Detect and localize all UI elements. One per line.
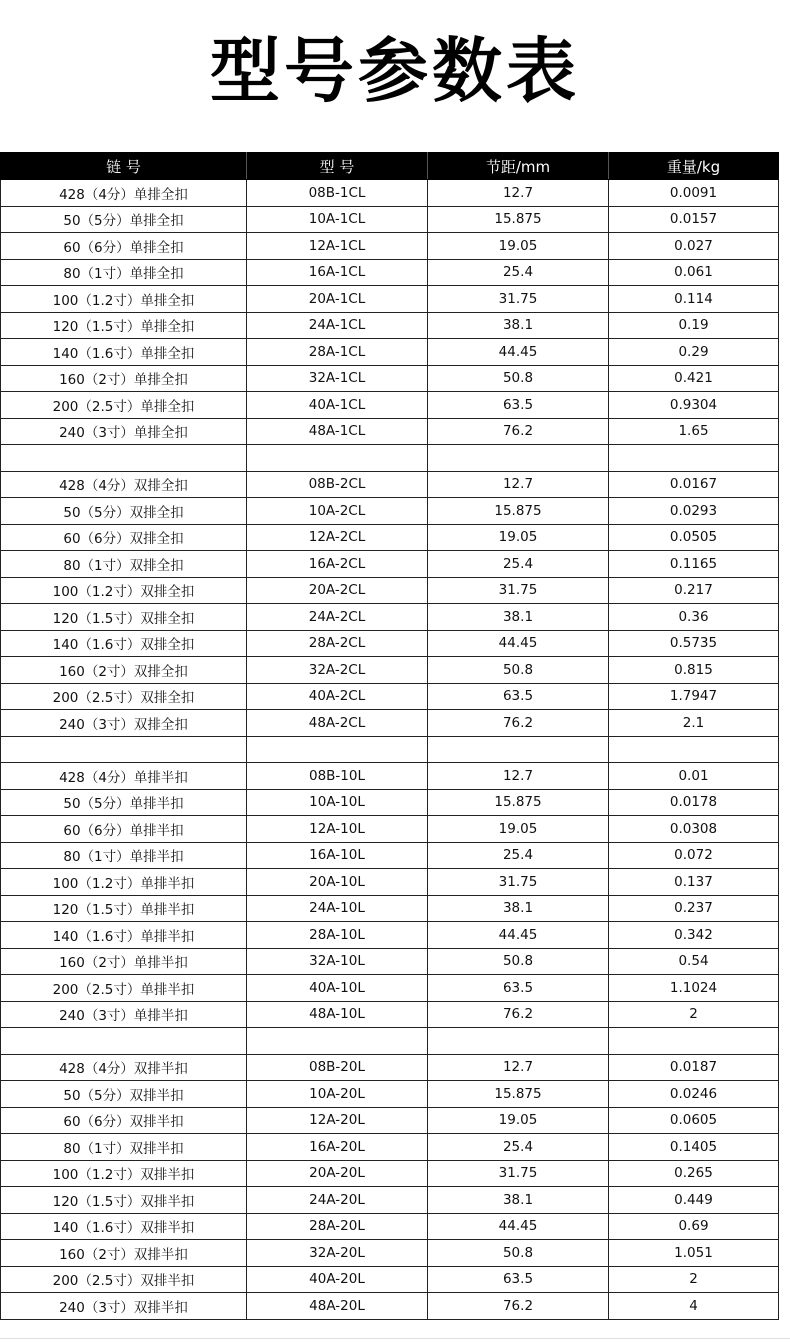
- cell-chain-no: 240（3寸）双排全扣: [1, 710, 247, 737]
- cell-pitch: 76.2: [428, 1001, 609, 1028]
- cell-model: 32A-20L: [247, 1240, 428, 1267]
- cell-weight: 0.217: [609, 577, 779, 604]
- table-row: [1, 710, 779, 737]
- cell-weight: 0.01: [609, 763, 779, 790]
- cell-pitch: 38.1: [428, 312, 609, 339]
- cell-model: 10A-2CL: [247, 498, 428, 525]
- cell-model: 20A-1CL: [247, 286, 428, 313]
- cell-model: 48A-20L: [247, 1293, 428, 1320]
- header-model: 型 号: [247, 153, 428, 180]
- table-row: [1, 895, 779, 922]
- cell-weight: 0.449: [609, 1187, 779, 1214]
- cell-chain-no: 60（6分）单排半扣: [1, 816, 247, 843]
- cell-model: 20A-2CL: [247, 577, 428, 604]
- cell-pitch: 31.75: [428, 869, 609, 896]
- cell-pitch: 44.45: [428, 922, 609, 949]
- cell-model: 12A-20L: [247, 1107, 428, 1134]
- table-row: [1, 975, 779, 1002]
- cell-pitch: 38.1: [428, 895, 609, 922]
- cell-chain-no: 200（2.5寸）单排半扣: [1, 975, 247, 1002]
- table-row: [1, 683, 779, 710]
- cell-model: 28A-2CL: [247, 630, 428, 657]
- cell-weight: 4: [609, 1293, 779, 1320]
- cell-chain-no: 120（1.5寸）单排全扣: [1, 312, 247, 339]
- cell-model: 12A-10L: [247, 816, 428, 843]
- cell-weight: 0.0605: [609, 1107, 779, 1134]
- page-title: 型号参数表: [210, 30, 580, 112]
- table-row: [1, 206, 779, 233]
- cell-pitch: 12.7: [428, 763, 609, 790]
- cell-weight: 0.29: [609, 339, 779, 366]
- cell-chain-no: 80（1寸）单排全扣: [1, 259, 247, 286]
- cell-model: 28A-10L: [247, 922, 428, 949]
- cell-model: 24A-20L: [247, 1187, 428, 1214]
- empty-cell: [1, 445, 247, 472]
- cell-weight: 0.0308: [609, 816, 779, 843]
- cell-pitch: 19.05: [428, 524, 609, 551]
- cell-model: 08B-1CL: [247, 180, 428, 207]
- table-row: [1, 418, 779, 445]
- cell-chain-no: 160（2寸）双排全扣: [1, 657, 247, 684]
- table-row: [1, 922, 779, 949]
- table-row: [1, 471, 779, 498]
- cell-weight: 0.0178: [609, 789, 779, 816]
- cell-pitch: 15.875: [428, 206, 609, 233]
- cell-chain-no: 240（3寸）单排半扣: [1, 1001, 247, 1028]
- cell-chain-no: 160（2寸）单排全扣: [1, 365, 247, 392]
- cell-model: 16A-10L: [247, 842, 428, 869]
- cell-model: 10A-1CL: [247, 206, 428, 233]
- empty-cell: [1, 736, 247, 763]
- header-pitch: 节距/mm: [428, 153, 609, 180]
- cell-weight: 0.36: [609, 604, 779, 631]
- cell-chain-no: 50（5分）双排半扣: [1, 1081, 247, 1108]
- cell-chain-no: 100（1.2寸）双排全扣: [1, 577, 247, 604]
- cell-pitch: 31.75: [428, 577, 609, 604]
- table-row: [1, 630, 779, 657]
- cell-pitch: 19.05: [428, 816, 609, 843]
- cell-weight: 0.0505: [609, 524, 779, 551]
- cell-weight: 0.061: [609, 259, 779, 286]
- cell-model: 16A-2CL: [247, 551, 428, 578]
- table-row: [1, 1293, 779, 1320]
- cell-chain-no: 80（1寸）单排半扣: [1, 842, 247, 869]
- cell-model: 16A-1CL: [247, 259, 428, 286]
- cell-pitch: 19.05: [428, 1107, 609, 1134]
- cell-model: 08B-10L: [247, 763, 428, 790]
- table-row: [1, 1266, 779, 1293]
- cell-weight: 0.9304: [609, 392, 779, 419]
- cell-weight: 2: [609, 1266, 779, 1293]
- cell-pitch: 50.8: [428, 1240, 609, 1267]
- cell-model: 28A-1CL: [247, 339, 428, 366]
- cell-chain-no: 120（1.5寸）单排半扣: [1, 895, 247, 922]
- table-row: [1, 842, 779, 869]
- cell-model: 24A-2CL: [247, 604, 428, 631]
- cell-chain-no: 100（1.2寸）单排全扣: [1, 286, 247, 313]
- empty-cell: [428, 736, 609, 763]
- cell-weight: 0.54: [609, 948, 779, 975]
- cell-chain-no: 60（6分）单排全扣: [1, 233, 247, 260]
- cell-weight: 2: [609, 1001, 779, 1028]
- cell-weight: 0.114: [609, 286, 779, 313]
- cell-pitch: 63.5: [428, 392, 609, 419]
- cell-model: 48A-1CL: [247, 418, 428, 445]
- empty-cell: [609, 445, 779, 472]
- cell-chain-no: 80（1寸）双排半扣: [1, 1134, 247, 1161]
- table-row: [1, 1054, 779, 1081]
- cell-model: 16A-20L: [247, 1134, 428, 1161]
- cell-chain-no: 200（2.5寸）双排全扣: [1, 683, 247, 710]
- cell-pitch: 12.7: [428, 1054, 609, 1081]
- cell-chain-no: 100（1.2寸）单排半扣: [1, 869, 247, 896]
- cell-model: 12A-2CL: [247, 524, 428, 551]
- table-row: [1, 498, 779, 525]
- cell-weight: 0.137: [609, 869, 779, 896]
- cell-pitch: 12.7: [428, 180, 609, 207]
- cell-chain-no: 120（1.5寸）双排半扣: [1, 1187, 247, 1214]
- cell-weight: 0.0157: [609, 206, 779, 233]
- cell-chain-no: 428（4分）双排半扣: [1, 1054, 247, 1081]
- cell-weight: 1.1024: [609, 975, 779, 1002]
- cell-pitch: 31.75: [428, 286, 609, 313]
- cell-model: 10A-20L: [247, 1081, 428, 1108]
- empty-cell: [1, 1028, 247, 1055]
- cell-chain-no: 428（4分）单排全扣: [1, 180, 247, 207]
- cell-chain-no: 140（1.6寸）单排全扣: [1, 339, 247, 366]
- cell-chain-no: 160（2寸）双排半扣: [1, 1240, 247, 1267]
- cell-chain-no: 200（2.5寸）双排半扣: [1, 1266, 247, 1293]
- cell-model: 32A-10L: [247, 948, 428, 975]
- cell-pitch: 38.1: [428, 1187, 609, 1214]
- cell-weight: 0.0167: [609, 471, 779, 498]
- cell-pitch: 38.1: [428, 604, 609, 631]
- cell-model: 28A-20L: [247, 1213, 428, 1240]
- table-row: [1, 392, 779, 419]
- cell-model: 20A-20L: [247, 1160, 428, 1187]
- cell-pitch: 76.2: [428, 710, 609, 737]
- cell-chain-no: 140（1.6寸）单排半扣: [1, 922, 247, 949]
- cell-pitch: 15.875: [428, 1081, 609, 1108]
- cell-weight: 0.342: [609, 922, 779, 949]
- table-row: [1, 948, 779, 975]
- cell-chain-no: 60（6分）双排全扣: [1, 524, 247, 551]
- cell-pitch: 25.4: [428, 842, 609, 869]
- table-row: [1, 1134, 779, 1161]
- cell-pitch: 25.4: [428, 551, 609, 578]
- cell-pitch: 44.45: [428, 1213, 609, 1240]
- cell-pitch: 15.875: [428, 498, 609, 525]
- cell-weight: 0.0293: [609, 498, 779, 525]
- cell-chain-no: 240（3寸）双排半扣: [1, 1293, 247, 1320]
- cell-model: 24A-1CL: [247, 312, 428, 339]
- table-row: [1, 180, 779, 207]
- cell-weight: 0.265: [609, 1160, 779, 1187]
- cell-model: 32A-2CL: [247, 657, 428, 684]
- table-row: [1, 312, 779, 339]
- cell-chain-no: 50（5分）双排全扣: [1, 498, 247, 525]
- cell-weight: 0.237: [609, 895, 779, 922]
- cell-weight: 0.1165: [609, 551, 779, 578]
- cell-pitch: 50.8: [428, 657, 609, 684]
- cell-pitch: 31.75: [428, 1160, 609, 1187]
- cell-chain-no: 100（1.2寸）双排半扣: [1, 1160, 247, 1187]
- cell-chain-no: 50（5分）单排半扣: [1, 789, 247, 816]
- cell-weight: 1.7947: [609, 683, 779, 710]
- empty-cell: [247, 445, 428, 472]
- cell-weight: 1.65: [609, 418, 779, 445]
- cell-chain-no: 240（3寸）单排全扣: [1, 418, 247, 445]
- cell-model: 20A-10L: [247, 869, 428, 896]
- cell-weight: 0.0187: [609, 1054, 779, 1081]
- cell-pitch: 44.45: [428, 339, 609, 366]
- cell-pitch: 76.2: [428, 1293, 609, 1320]
- table-row: [1, 365, 779, 392]
- header-chain-no: 链 号: [1, 153, 247, 180]
- cell-pitch: 15.875: [428, 789, 609, 816]
- table-row: [1, 339, 779, 366]
- table-row: [1, 763, 779, 790]
- empty-cell: [609, 1028, 779, 1055]
- header-weight: 重量/kg: [609, 153, 779, 180]
- cell-model: 08B-2CL: [247, 471, 428, 498]
- table-header-row: [1, 153, 779, 180]
- table-row: [1, 1240, 779, 1267]
- cell-weight: 0.0091: [609, 180, 779, 207]
- cell-pitch: 63.5: [428, 683, 609, 710]
- table-row: [1, 869, 779, 896]
- cell-model: 08B-20L: [247, 1054, 428, 1081]
- cell-chain-no: 428（4分）单排半扣: [1, 763, 247, 790]
- cell-chain-no: 200（2.5寸）单排全扣: [1, 392, 247, 419]
- cell-chain-no: 50（5分）单排全扣: [1, 206, 247, 233]
- cell-pitch: 44.45: [428, 630, 609, 657]
- table-body: [1, 180, 779, 1320]
- table-row: [1, 1107, 779, 1134]
- cell-pitch: 76.2: [428, 418, 609, 445]
- cell-model: 48A-2CL: [247, 710, 428, 737]
- separator-row: [1, 736, 779, 763]
- cell-weight: 0.027: [609, 233, 779, 260]
- cell-weight: 0.072: [609, 842, 779, 869]
- cell-pitch: 63.5: [428, 975, 609, 1002]
- empty-cell: [247, 1028, 428, 1055]
- table-row: [1, 816, 779, 843]
- spec-table: [0, 152, 779, 1320]
- cell-weight: 0.0246: [609, 1081, 779, 1108]
- table-row: [1, 286, 779, 313]
- cell-model: 40A-1CL: [247, 392, 428, 419]
- table-row: [1, 524, 779, 551]
- cell-model: 40A-10L: [247, 975, 428, 1002]
- empty-cell: [428, 445, 609, 472]
- cell-chain-no: 80（1寸）双排全扣: [1, 551, 247, 578]
- cell-model: 40A-2CL: [247, 683, 428, 710]
- cell-chain-no: 428（4分）双排全扣: [1, 471, 247, 498]
- cell-weight: 0.19: [609, 312, 779, 339]
- table-row: [1, 657, 779, 684]
- cell-chain-no: 160（2寸）单排半扣: [1, 948, 247, 975]
- cell-pitch: 12.7: [428, 471, 609, 498]
- table-row: [1, 1001, 779, 1028]
- cell-chain-no: 140（1.6寸）双排半扣: [1, 1213, 247, 1240]
- table-row: [1, 577, 779, 604]
- cell-model: 10A-10L: [247, 789, 428, 816]
- cell-model: 12A-1CL: [247, 233, 428, 260]
- cell-chain-no: 140（1.6寸）双排全扣: [1, 630, 247, 657]
- cell-pitch: 25.4: [428, 1134, 609, 1161]
- empty-cell: [428, 1028, 609, 1055]
- cell-weight: 0.69: [609, 1213, 779, 1240]
- cell-weight: 0.5735: [609, 630, 779, 657]
- cell-weight: 2.1: [609, 710, 779, 737]
- cell-weight: 0.815: [609, 657, 779, 684]
- separator-row: [1, 445, 779, 472]
- cell-pitch: 63.5: [428, 1266, 609, 1293]
- cell-model: 48A-10L: [247, 1001, 428, 1028]
- empty-cell: [609, 736, 779, 763]
- bottom-divider: [0, 1338, 790, 1339]
- table-row: [1, 1160, 779, 1187]
- cell-model: 32A-1CL: [247, 365, 428, 392]
- table-row: [1, 1081, 779, 1108]
- table-row: [1, 1187, 779, 1214]
- table-row: [1, 604, 779, 631]
- cell-pitch: 50.8: [428, 948, 609, 975]
- cell-pitch: 25.4: [428, 259, 609, 286]
- cell-chain-no: 120（1.5寸）双排全扣: [1, 604, 247, 631]
- cell-model: 40A-20L: [247, 1266, 428, 1293]
- table-row: [1, 789, 779, 816]
- cell-weight: 1.051: [609, 1240, 779, 1267]
- table-row: [1, 259, 779, 286]
- cell-chain-no: 60（6分）双排半扣: [1, 1107, 247, 1134]
- table-row: [1, 551, 779, 578]
- cell-pitch: 19.05: [428, 233, 609, 260]
- empty-cell: [247, 736, 428, 763]
- separator-row: [1, 1028, 779, 1055]
- cell-weight: 0.421: [609, 365, 779, 392]
- cell-weight: 0.1405: [609, 1134, 779, 1161]
- cell-pitch: 50.8: [428, 365, 609, 392]
- table-row: [1, 1213, 779, 1240]
- table-row: [1, 233, 779, 260]
- cell-model: 24A-10L: [247, 895, 428, 922]
